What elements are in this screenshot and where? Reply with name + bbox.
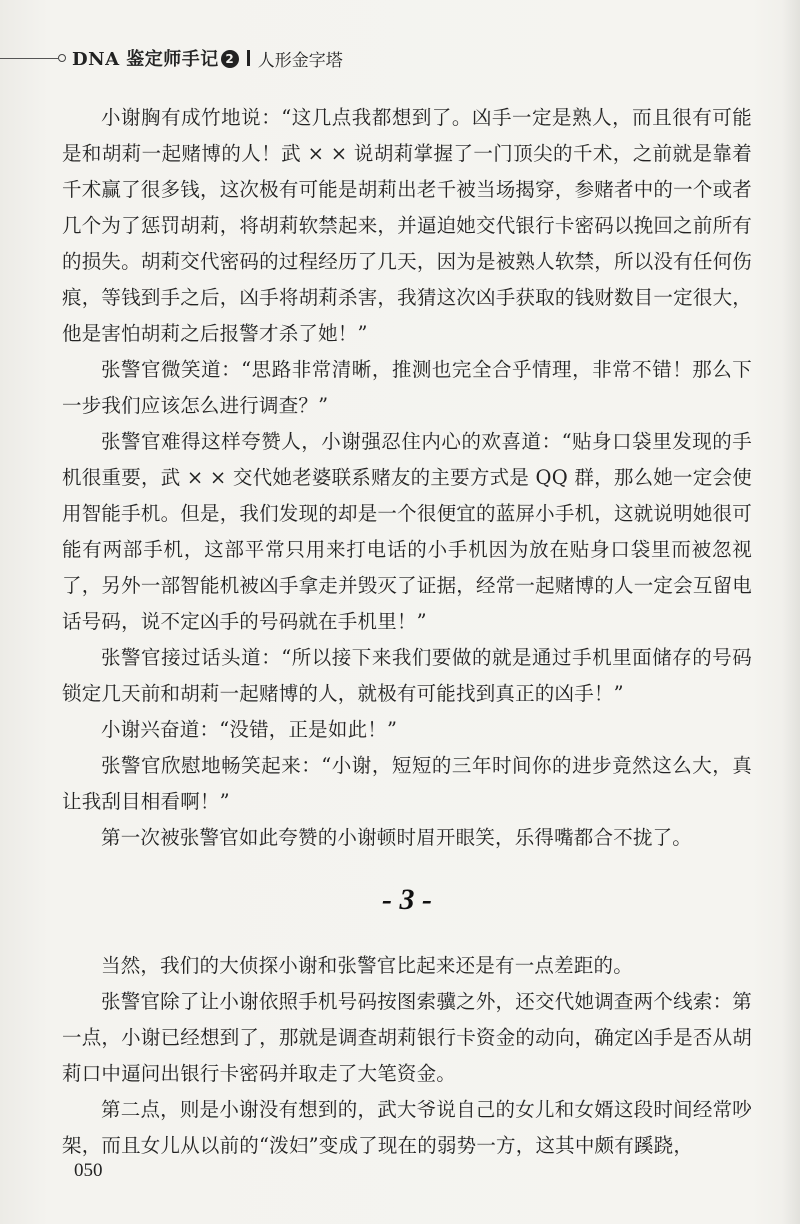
paragraph: 当然，我们的大侦探小谢和张警官比起来还是有一点差距的。 [101, 954, 633, 977]
header-circle-ornament [58, 54, 66, 62]
body-text [62, 100, 752, 1164]
paragraph: 张警官微笑道：“思路非常清晰，推测也完全合乎情理，非常不错！那么下一步我们应该怎么进行调查？” [62, 358, 752, 417]
running-header [0, 44, 420, 72]
book-subtitle: 人形金字塔 [257, 50, 343, 71]
paragraph: 张警官接过话头道：“所以接下来我们要做的就是通过手机里面储存的号码锁定几天前和胡莉一起赌博的人，就极有可能找到真正的凶手！” [62, 646, 752, 705]
section-number: - 3 - [382, 883, 432, 916]
paragraph: 小谢兴奋道：“没错，正是如此！” [101, 718, 398, 741]
paragraph: 第一次被张警官如此夸赞的小谢顿时眉开眼笑，乐得嘴都合不拢了。 [101, 826, 693, 849]
header-divider [247, 50, 250, 66]
paragraph: 小谢胸有成竹地说：“这几点我都想到了。凶手一定是熟人，而且很有可能是和胡莉一起赌博的人！武 × × 说胡莉掌握了一门顶尖的千术，之前就是靠着千术赢了很多钱，这次极有可能是胡莉出老千被当场揭穿，参赌者中的一个或者几个为了惩罚胡莉，将胡莉软禁起来，并逼迫她交代银行卡密码以挽回之前所有的损失。胡莉交代密码的过程经历了几天，因为是被熟人软禁，所以没有任何伤痕，等钱到手之后，凶手将胡莉杀害，我猜这次凶手获取的钱财数目一定很大，他是害怕胡莉之后报警才杀了她！” [62, 106, 752, 345]
volume-badge: 2 [221, 50, 239, 68]
header-rule [0, 58, 58, 59]
paragraph: 张警官欣慰地畅笑起来：“小谢，短短的三年时间你的进步竟然这么大，真让我刮目相看啊！” [62, 754, 752, 813]
paragraph: 第二点，则是小谢没有想到的，武大爷说自己的女儿和女婿这段时间经常吵架，而且女儿从以前的“泼妇”变成了现在的弱势一方，这其中颇有蹊跷， [62, 1098, 752, 1157]
page-edge-shadow [782, 0, 800, 1224]
page-number: 050 [74, 1160, 103, 1181]
paragraph: 张警官除了让小谢依照手机号码按图索骥之外，还交代她调查两个线索：第一点，小谢已经想到了，那就是调查胡莉银行卡资金的动向，确定凶手是否从胡莉口中逼问出银行卡密码并取走了大笔资金。 [62, 990, 752, 1085]
paragraph: 张警官难得这样夸赞人，小谢强忍住内心的欢喜道：“贴身口袋里发现的手机很重要，武 × × 交代她老婆联系赌友的主要方式是 QQ 群，那么她一定会使用智能手机。但是，我们发现的却是一个很便宜的蓝屏小手机，这就说明她很可能有两部手机，这部平常只用来打电话的小手机因为放在贴身口袋里而被忽视了，另外一部智能机被凶手拿走并毁灭了证据，经常一起赌博的人一定会互留电话号码，说不定凶手的号码就在手机里！” [62, 430, 752, 633]
book-title: DNA 鉴定师手记 2 [72, 45, 239, 71]
